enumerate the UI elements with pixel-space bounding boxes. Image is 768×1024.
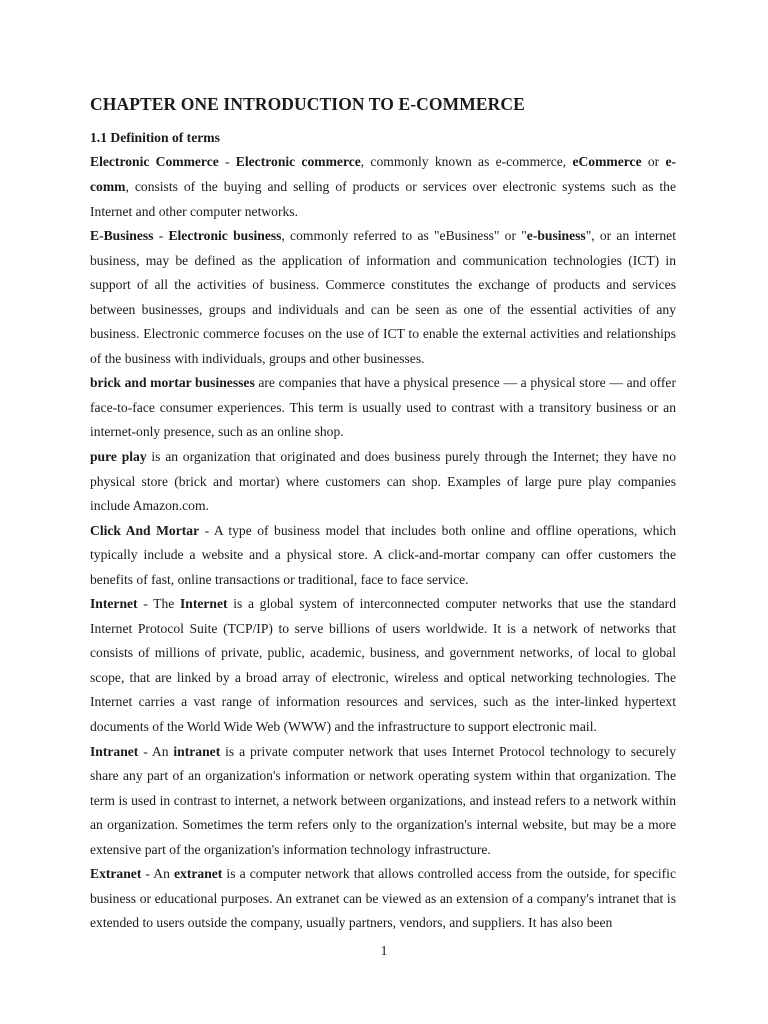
- definition-text: , consists of the buying and selling of products or services over electronic systems such as the Internet and other computer networks.: [90, 178, 676, 219]
- term-label: Electronic Commerce: [90, 154, 219, 170]
- term-emphasis: intranet: [173, 743, 221, 759]
- term-emphasis: e-business: [526, 228, 586, 244]
- definition-text: - A type of business model that includes both online and offline operations, which typically include a website and a physical store. A click-and-mortar company can offer customers the benefits of fast, online transactions or traditional, face to face service.: [90, 522, 676, 587]
- definition-e-business: [90, 224, 676, 371]
- term-label: pure play: [90, 448, 147, 464]
- term-label: Extranet: [90, 866, 142, 882]
- definition-text: are companies that have a physical presence — a physical store — and offer face-to-face consumer experiences. This term is usually used to contrast with a transitory business or an internet-only presence, such as an online shop.: [90, 375, 676, 440]
- definition-text: is an organization that originated and does business purely through the Internet; they have no physical store (brick and mortar) where customers can shop. Examples of large pure play companies include Amazon.com.: [90, 448, 676, 514]
- separator: - An: [141, 866, 175, 882]
- term-label: Internet: [90, 596, 138, 612]
- definition-electronic-commerce: [90, 150, 676, 224]
- separator: - The: [137, 596, 180, 612]
- term-label: E-Business: [90, 228, 154, 244]
- definition-text: , commonly referred to as "eBusiness" or ": [281, 228, 527, 244]
- definition-text: , commonly known as e-commerce,: [360, 154, 573, 170]
- definition-text: is a global system of interconnected computer networks that use the standard Internet Protocol Suite (TCP/IP) to serve billions of users worldwide. It is a network of networks that consists of millions of private, public, academic, business, and government networks, of local to global scope, that are linked by a broad array of electronic, wireless and optical networking technologies. The Internet carries a vast range of information resources and services, such as the inter-linked hypertext documents of the World Wide Web (WWW) and the infrastructure to support electronic mail.: [90, 596, 676, 734]
- definition-internet: [90, 592, 676, 739]
- definition-text: is a private computer network that uses Internet Protocol technology to securely share any part of an organization's information or network operating system within that organization. The term is used in contrast to internet, a network between organizations, and instead refers to a network within an organization. Sometimes the term refers only to the organization's internal website, but may be a more extensive part of the organization's information technology infrastructure.: [90, 743, 676, 857]
- term-label: Click And Mortar: [90, 522, 200, 538]
- separator: -: [218, 154, 236, 170]
- chapter-title: CHAPTER ONE INTRODUCTION TO E-COMMERCE: [90, 94, 525, 114]
- term-emphasis: eCommerce: [572, 154, 642, 170]
- term-label: brick and mortar businesses: [90, 375, 255, 391]
- term-label: Intranet: [90, 743, 139, 759]
- term-emphasis: extranet: [174, 866, 223, 882]
- page-number: 1: [380, 943, 388, 958]
- definition-text: is a computer network that allows controlled access from the outside, for specific business or educational purposes. An extranet can be viewed as an extension of a company's intranet that is extended to users outside the company, usually partners, vendors, and suppliers. It has also been: [90, 866, 676, 931]
- definition-brick-and-mortar: [90, 371, 676, 445]
- definition-intranet: [90, 740, 676, 863]
- page-content: [90, 92, 676, 936]
- term-emphasis: e-comm: [90, 154, 676, 194]
- section-heading: 1.1 Definition of terms: [90, 130, 220, 145]
- definition-text: ", or an internet business, may be defined as the application of information and communication technologies (ICT) in support of all the activities of business. Commerce constitutes the exchange of products and services between businesses, groups and individuals and can be seen as one of the essential activities of any business. Electronic commerce focuses on the use of ICT to enable the external activities and relationships of the business with individuals, groups and other businesses.: [90, 228, 676, 366]
- definition-pure-play: [90, 445, 676, 519]
- term-emphasis: Electronic commerce: [235, 154, 361, 170]
- definition-extranet: [90, 862, 676, 936]
- separator: - An: [138, 743, 174, 759]
- term-emphasis: Electronic business: [168, 228, 282, 244]
- definition-text: or: [641, 154, 666, 170]
- separator: -: [153, 228, 169, 244]
- definition-click-and-mortar: [90, 519, 676, 593]
- term-emphasis: Internet: [179, 596, 228, 612]
